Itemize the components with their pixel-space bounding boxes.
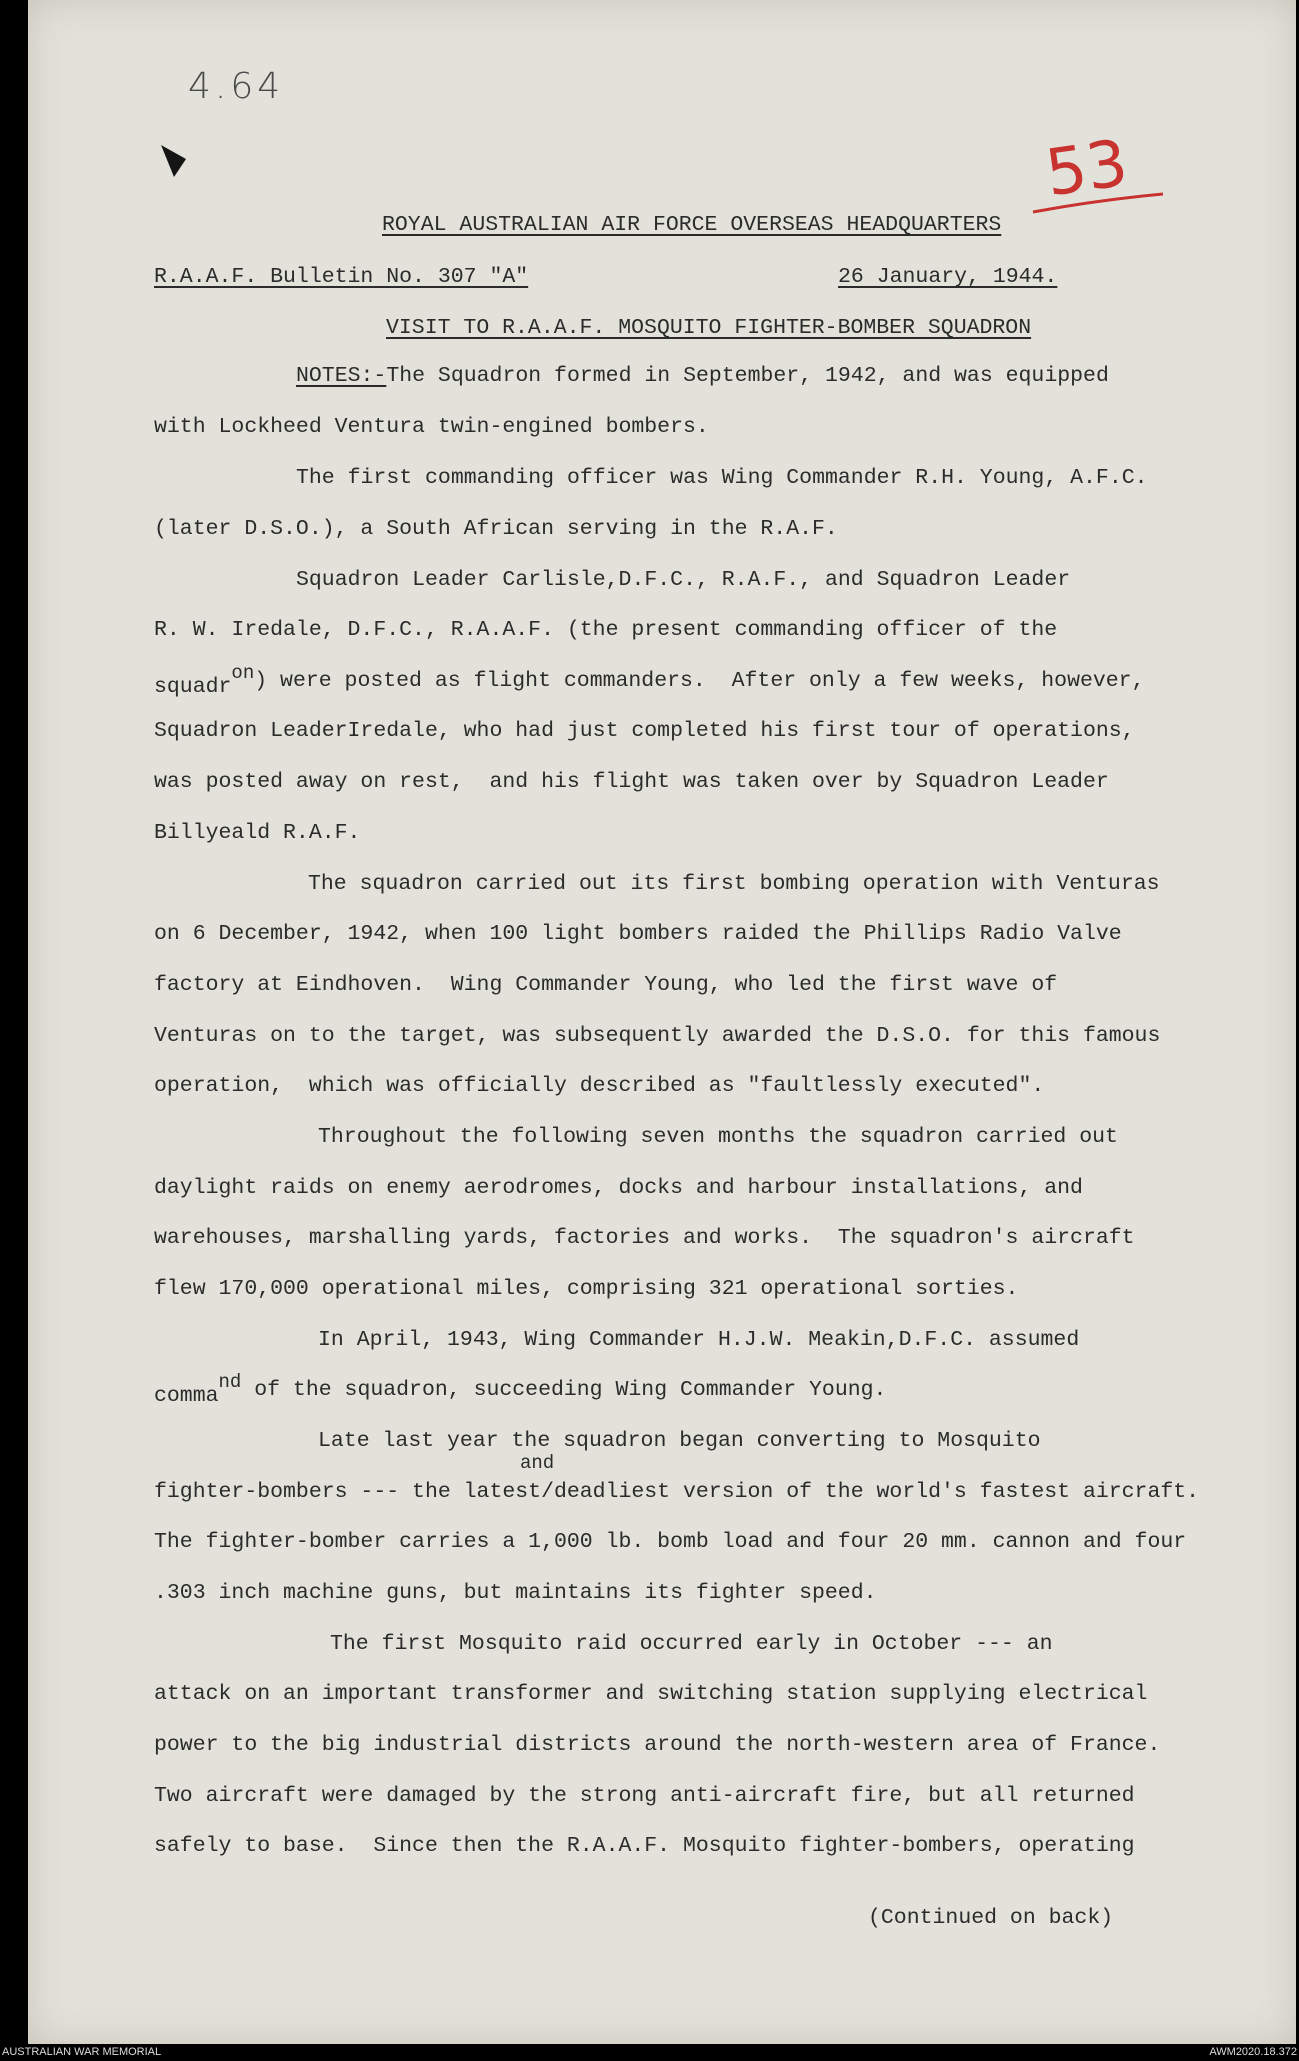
- continued-note: (Continued on back): [868, 1906, 1114, 1930]
- text-line-30: safely to base. Since then the R.A.A.F. Mosquito fighter-bombers, operating: [154, 1834, 1135, 1858]
- text-line-21: [154, 1371, 887, 1408]
- text-line-7a: squadr: [154, 675, 232, 699]
- text-line-15: operation, which was officially described as "faultlessly executed".: [154, 1074, 1045, 1098]
- handwritten-page-ref: 4.64: [188, 66, 285, 107]
- text-line-11: The squadron carried out its first bombing operation with Venturas: [308, 872, 1160, 896]
- text-line-21a: comma: [154, 1384, 219, 1408]
- text-line-5: Squadron Leader Carlisle,D.F.C., R.A.F., and Squadron Leader: [296, 568, 1071, 592]
- footer-accession-number: AWM2020.18.372: [1209, 2046, 1297, 2058]
- text-line-18: warehouses, marshalling yards, factories and works. The squadron's aircraft: [154, 1226, 1135, 1250]
- handwritten-insert-and: and: [520, 1452, 555, 1474]
- text-line-21c: of the squadron, succeeding Wing Commander Young.: [241, 1378, 887, 1402]
- text-line-10: Billyeald R.A.F.: [154, 821, 361, 845]
- text-line-17: daylight raids on enemy aerodromes, docks and harbour installations, and: [154, 1176, 1083, 1200]
- text-line-1: The Squadron formed in September, 1942, and was equipped: [386, 364, 1109, 388]
- bulletin-number: R.A.A.F. Bulletin No. 307 "A": [154, 265, 529, 289]
- text-line-26: The first Mosquito raid occurred early in October --- an: [330, 1632, 1053, 1656]
- text-line-7c: ) were posted as flight commanders. After only a few weeks, however,: [254, 669, 1145, 693]
- document-heading: ROYAL AUSTRALIAN AIR FORCE OVERSEAS HEADQUARTERS: [382, 213, 1002, 237]
- text-line-25: .303 inch machine guns, but maintains its fighter speed.: [154, 1581, 877, 1605]
- text-line-14: Venturas on to the target, was subsequently awarded the D.S.O. for this famous: [154, 1024, 1161, 1048]
- text-line-23: fighter-bombers --- the latest/deadliest version of the world's fastest aircraft.: [154, 1480, 1200, 1504]
- archive-footer: [0, 2044, 1299, 2061]
- text-line-24: The fighter-bomber carries a 1,000 lb. bomb load and four 20 mm. cannon and four: [154, 1530, 1187, 1554]
- text-line-29: Two aircraft were damaged by the strong anti-aircraft fire, but all returned: [154, 1784, 1135, 1808]
- text-line-20: In April, 1943, Wing Commander H.J.W. Meakin,D.F.C. assumed: [318, 1328, 1080, 1352]
- text-line-12: on 6 December, 1942, when 100 light bombers raided the Phillips Radio Valve: [154, 922, 1122, 946]
- text-line-21b: nd: [218, 1371, 242, 1393]
- text-line-6: R. W. Iredale, D.F.C., R.A.A.F. (the present commanding officer of the: [154, 618, 1058, 642]
- text-line-28: power to the big industrial districts around the north-western area of France.: [154, 1733, 1161, 1757]
- text-line-7: [154, 662, 1145, 699]
- text-line-27: attack on an important transformer and switching station supplying electrical: [154, 1682, 1148, 1706]
- text-line-13: factory at Eindhoven. Wing Commander Young, who led the first wave of: [154, 973, 1058, 997]
- text-line-19: flew 170,000 operational miles, comprising 321 operational sorties.: [154, 1277, 1019, 1301]
- notes-line: [296, 364, 1109, 388]
- text-line-3: The first commanding officer was Wing Commander R.H. Young, A.F.C.: [296, 466, 1148, 490]
- torn-corner-mark: [156, 137, 206, 187]
- document-title: VISIT TO R.A.A.F. MOSQUITO FIGHTER-BOMBER SQUADRON: [386, 316, 1032, 340]
- red-underline-stroke: [1028, 190, 1168, 220]
- footer-institution: AUSTRALIAN WAR MEMORIAL: [2, 2046, 162, 2058]
- bulletin-date: 26 January, 1944.: [838, 265, 1058, 289]
- text-line-2: with Lockheed Ventura twin-engined bombers.: [154, 415, 709, 439]
- document-page: [28, 0, 1296, 2044]
- notes-label: NOTES:-: [296, 364, 387, 388]
- text-line-7b: on: [231, 662, 255, 684]
- text-line-22: Late last year the squadron began converting to Mosquito: [318, 1429, 1041, 1453]
- text-line-8: Squadron LeaderIredale, who had just completed his first tour of operations,: [154, 719, 1135, 743]
- text-line-9: was posted away on rest, and his flight was taken over by Squadron Leader: [154, 770, 1109, 794]
- red-folio-number: 53: [1041, 126, 1133, 212]
- text-line-16: Throughout the following seven months the squadron carried out: [318, 1125, 1118, 1149]
- text-line-4: (later D.S.O.), a South African serving in the R.A.F.: [154, 517, 838, 541]
